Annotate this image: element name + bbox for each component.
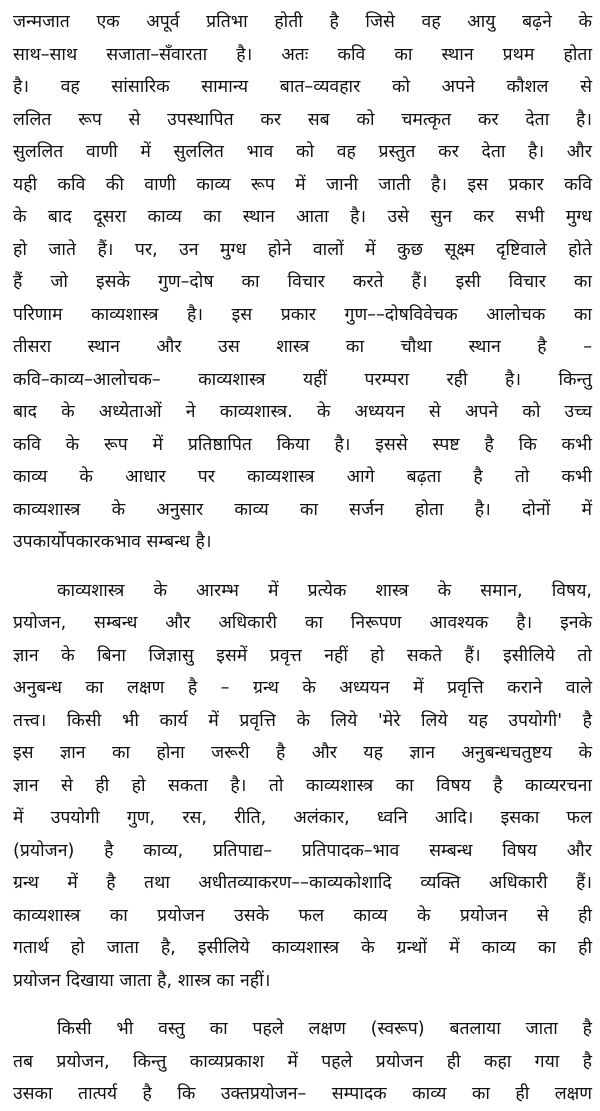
text-line: यही कवि की वाणी काव्य रूप में जानी जाती है। इस प्रकार कवि <box>13 174 592 195</box>
text-line: काव्य के आधार पर काव्यशास्त्र आगे बढ़ता है तो कभी <box>13 467 592 487</box>
text-line: कवि के रूप में प्रतिष्ठापित किया है। इससे स्पष्ट है कि कभी <box>13 434 592 455</box>
text-line: (प्रयोजन) है काव्य, प्रतिपाद्य– प्रतिपादक–भाव सम्बन्ध विषय और <box>13 840 592 861</box>
text-line: बाद के अध्येताओं ने काव्यशास्त्र. के अध्ययन से अपने को उच्च <box>13 402 592 422</box>
text-line: उसका तात्पर्य है कि उक्तप्रयोजन– सम्पादक काव्य का ही लक्षण <box>13 1084 592 1104</box>
text-line: तब प्रयोजन, किन्तु काव्यप्रकाश में पहले प्रयोजन ही कहा गया है <box>13 1051 592 1072</box>
text-line: प्रयोजन, सम्बन्ध और अधिकारी का निरूपण आवश्यक है। इनके <box>13 613 592 633</box>
paragraph-3 <box>13 1013 592 1111</box>
text-line: अनुबन्ध का लक्षण है – ग्रन्थ के अध्ययन में प्रवृत्ति कराने वाले <box>13 678 592 698</box>
text-line: इस ज्ञान का होना जरूरी है और यह ज्ञान अनुबन्धचतुष्टय के <box>13 743 592 763</box>
text-line: ज्ञान से ही हो सकता है। तो काव्यशास्त्र का विषय है काव्यरचना <box>13 775 592 796</box>
text-line: कवि–काव्य–आलोचक– काव्यशास्त्र यहीं परम्परा रही है। किन्तु <box>13 369 592 390</box>
text-line: तीसरा स्थान और उस शास्त्र का चौथा स्थान है – <box>13 337 592 357</box>
text-line: ललित रूप से उपस्थापित कर सब को चमत्कृत कर देता है। <box>13 109 592 130</box>
text-line: जन्मजात एक अपूर्व प्रतिभा होती है जिसे वह आयु बढ़ने के <box>13 12 592 32</box>
paragraph-2 <box>13 575 592 998</box>
text-line: सुललित वाणी में सुललित भाव को वह प्रस्तुत कर देता है। और <box>13 142 592 162</box>
text-line: में उपयोगी गुण, रस, रीति, अलंकार, ध्वनि आदि। इसका फल <box>13 808 592 828</box>
text-line: के बाद दूसरा काव्य का स्थान आता है। उसे सुन कर सभी मुग्ध <box>13 207 592 227</box>
paragraph-1 <box>13 6 592 559</box>
text-line: तत्त्व। किसी भी कार्य में प्रवृत्ति के लिये 'मेरे लिये यह उपयोगी' है <box>13 710 592 731</box>
text-line: गतार्थ हो जाता है, इसीलिये काव्यशास्त्र के ग्रन्थों में काव्य का ही <box>13 938 592 958</box>
text-line: ज्ञान के बिना जिज्ञासु इसमें प्रवृत्त नहीं हो सकते हैं। इसीलिये तो <box>13 645 592 666</box>
text-line: हो जाते हैं। पर, उन मुग्ध होने वालों में कुछ सूक्ष्म दृष्टिवाले होते <box>13 239 592 260</box>
text-line: हैं जो इसके गुण–दोष का विचार करते हैं। इसी विचार का <box>13 272 592 292</box>
text-line: काव्यशास्त्र के अनुसार काव्य का सर्जन होता है। दोनों में <box>13 499 592 520</box>
text-line: प्रयोजन दिखाया जाता है, शास्त्र का नहीं। <box>13 970 271 991</box>
text-line: परिणाम काव्यशास्त्र है। इस प्रकार गुण––दोषविवेचक आलोचक का <box>13 304 592 325</box>
text-line: उपकार्योपकारकभाव सम्बन्ध है। <box>13 532 212 552</box>
text-line: किसी भी वस्तु का पहले लक्षण (स्वरूप) बतलाया जाता है <box>57 1019 592 1039</box>
text-line: ग्रन्थ में है तथा अधीतव्याकरण––काव्यकोशादि व्यक्ति अधिकारी हैं। <box>13 873 592 893</box>
text-line: काव्यशास्त्र के आरम्भ में प्रत्येक शास्त्र के समान, विषय, <box>57 580 592 601</box>
text-line: साथ–साथ सजाता–सँवारता है। अतः कवि का स्थान प्रथम होता <box>13 44 592 65</box>
text-line: है। वह सांसारिक सामान्य बात–व्यवहार को अपने कौशल से <box>13 77 592 97</box>
text-line: काव्यशास्त्र का प्रयोजन उसके फल काव्य के प्रयोजन से ही <box>13 905 592 926</box>
